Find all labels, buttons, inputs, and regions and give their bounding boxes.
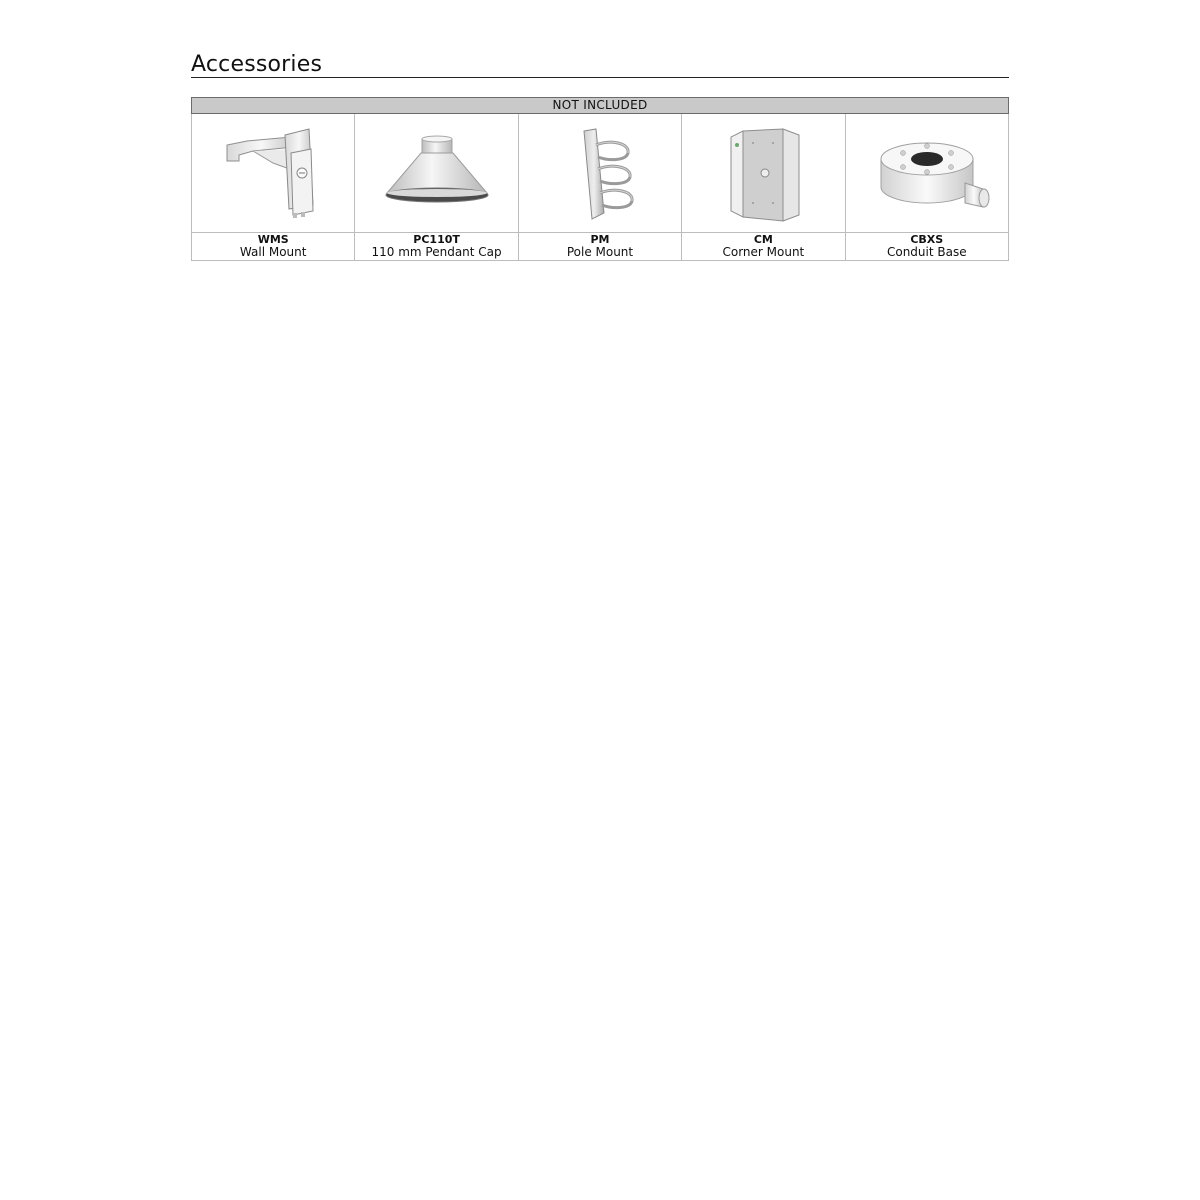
product-label-cell	[518, 233, 681, 261]
product-description: 110 mm Pendant Cap	[371, 245, 502, 259]
product-image-cell	[192, 114, 355, 233]
product-model: WMS	[257, 233, 289, 246]
corner-mount-icon	[703, 123, 823, 223]
product-image-cell	[845, 114, 1008, 233]
product-model: CBXS	[910, 233, 944, 246]
label-row	[192, 233, 1009, 261]
not-included-banner: NOT INCLUDED	[192, 98, 1009, 114]
product-image-cell	[355, 114, 518, 233]
conduit-base-icon	[857, 123, 997, 223]
product-description: Corner Mount	[722, 245, 805, 259]
pendant-cap-icon	[367, 123, 507, 223]
product-description: Conduit Base	[886, 245, 967, 259]
product-label-cell	[845, 233, 1008, 261]
product-label-cell	[682, 233, 845, 261]
product-description: Wall Mount	[239, 245, 307, 259]
product-label-cell	[192, 233, 355, 261]
banner-row	[192, 98, 1009, 114]
accessories-section	[191, 52, 1009, 259]
product-image-cell	[682, 114, 845, 233]
pole-mount-icon	[540, 123, 660, 223]
wall-mount-icon	[213, 123, 333, 223]
product-image-cell	[518, 114, 681, 233]
product-description: Pole Mount	[566, 245, 634, 259]
product-model: CM	[753, 233, 773, 246]
section-title: Accessories	[191, 52, 1009, 78]
product-model: PM	[590, 233, 610, 246]
product-model: PC110T	[413, 233, 460, 246]
accessories-table	[191, 97, 1009, 261]
image-row	[192, 114, 1009, 233]
product-label-cell	[355, 233, 518, 261]
